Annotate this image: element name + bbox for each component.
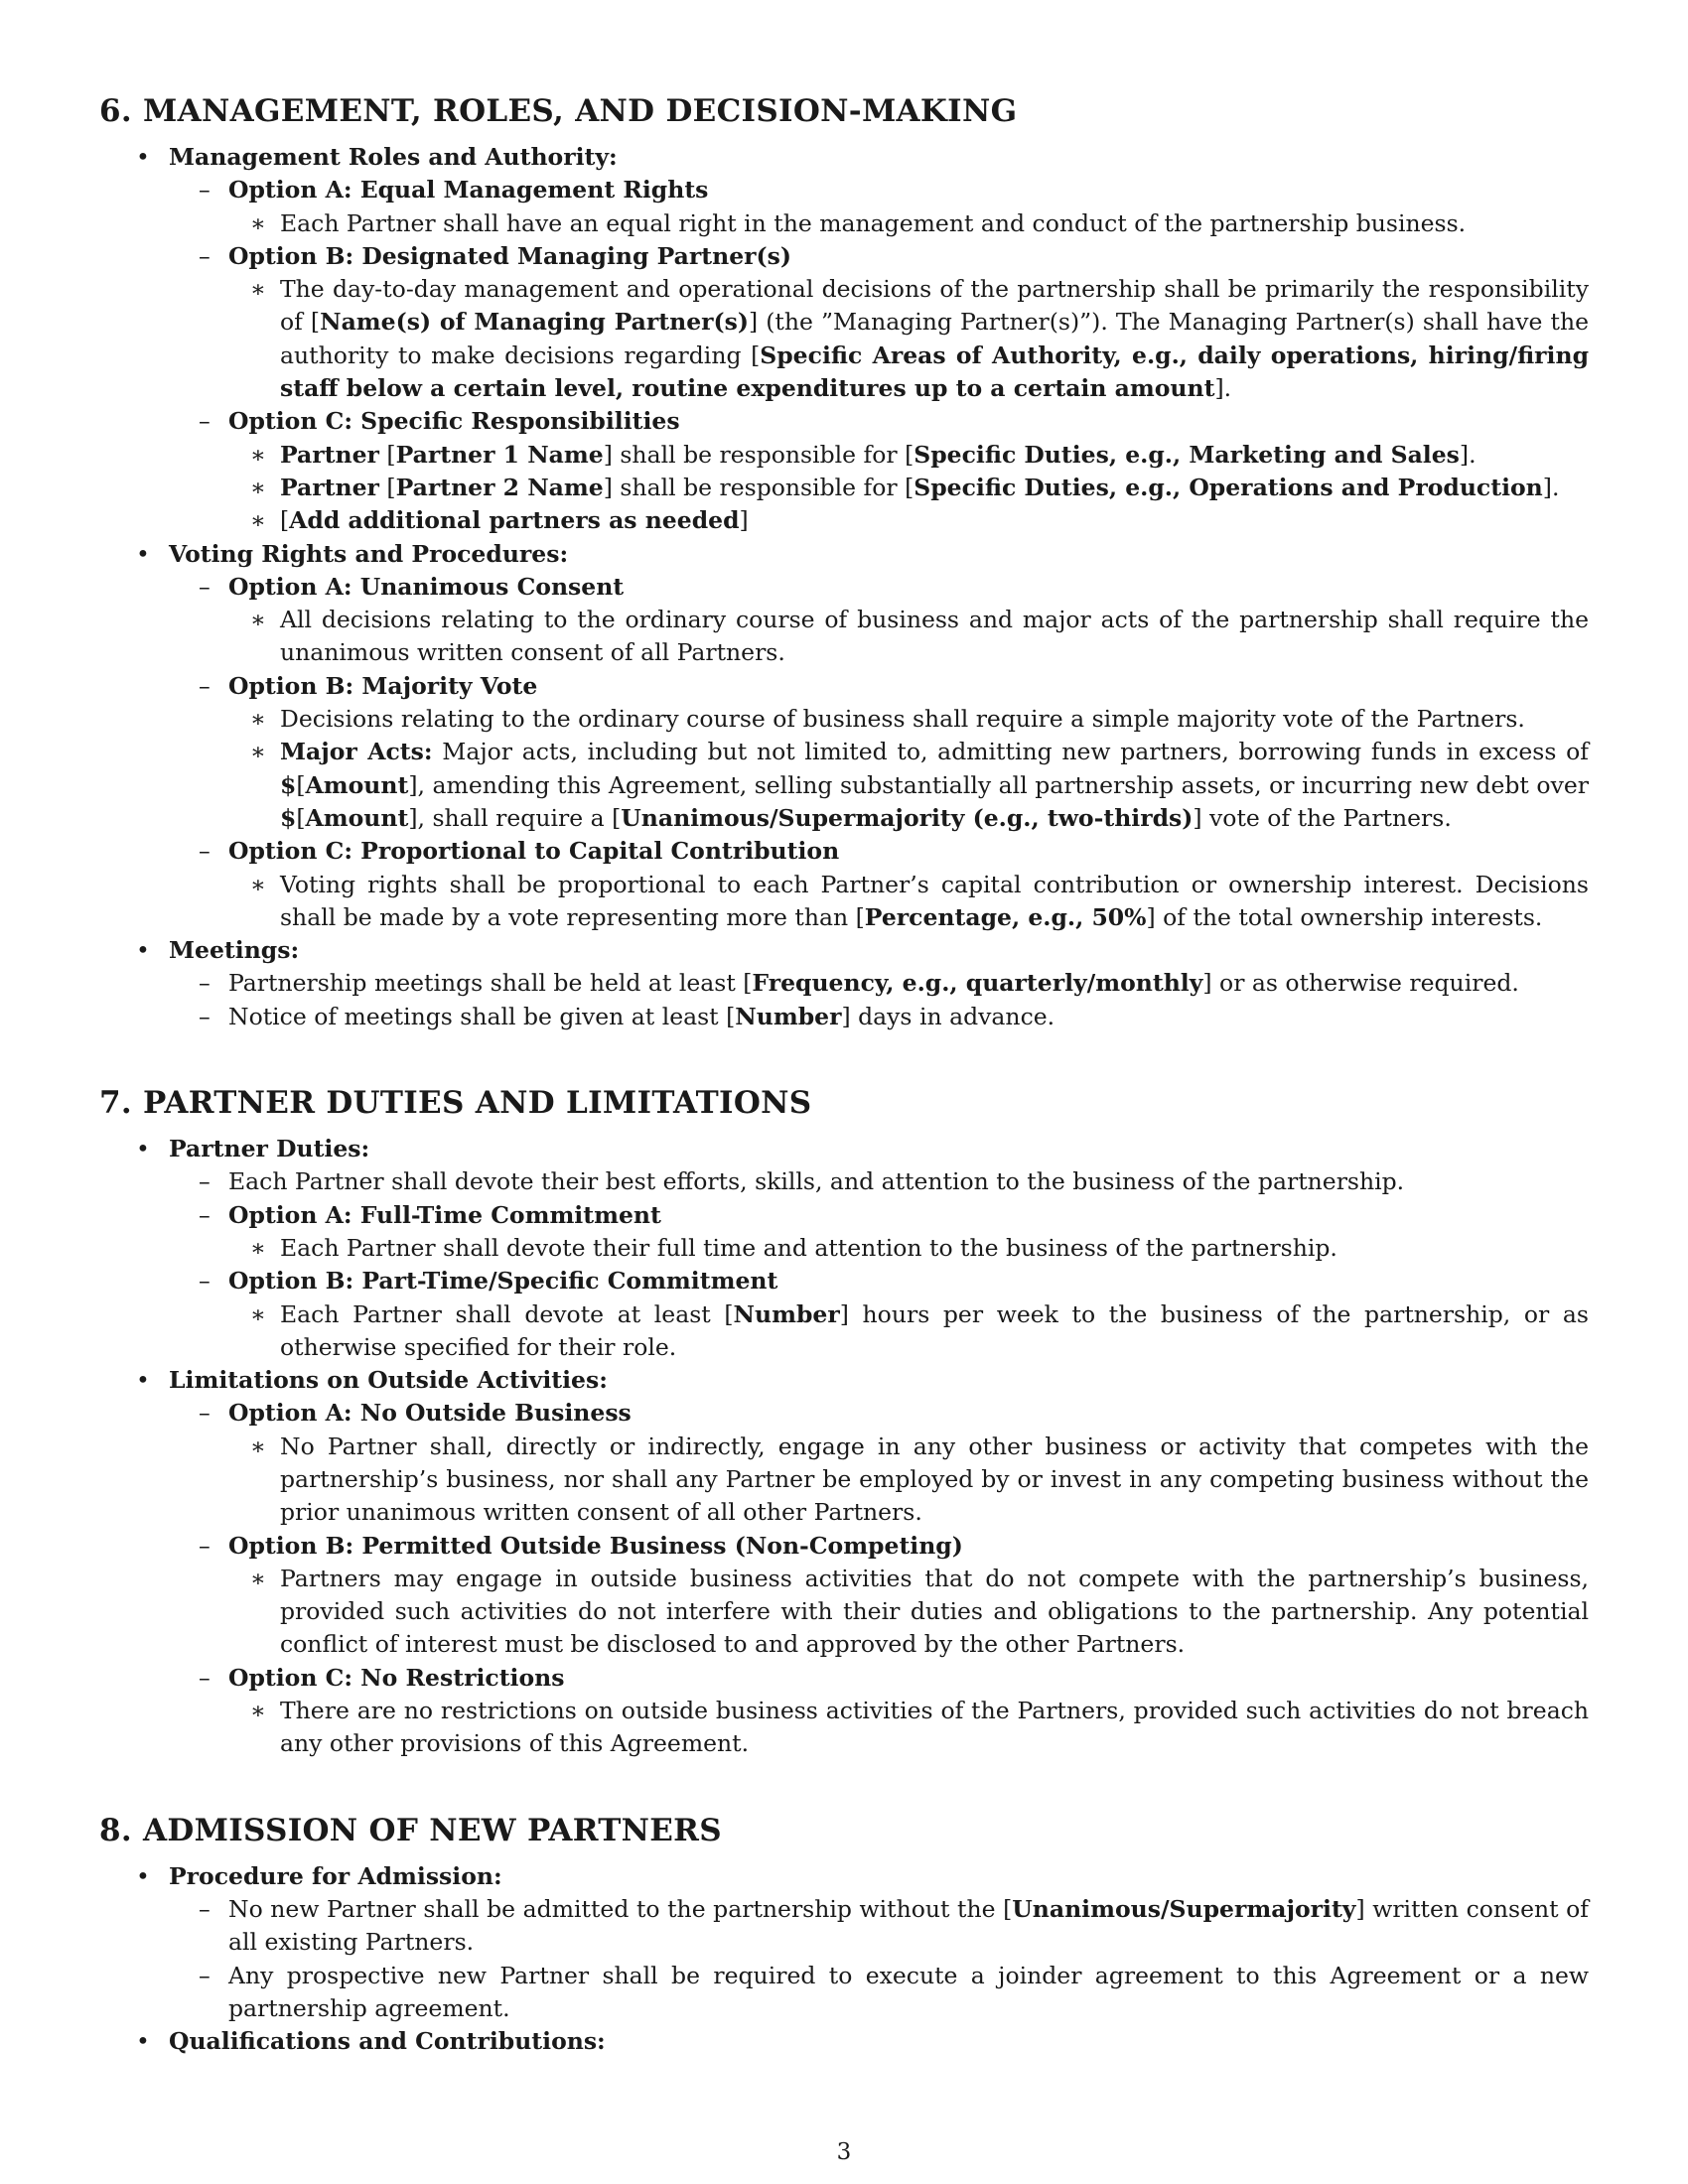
document-content bbox=[99, 91, 1589, 2108]
list-item: • Limitations on Outside Activities: – Option A: No Outside Business ∗ No Partner shall, directly or indirectly, engage in any other business or activity that competes with the partnership’s business, nor shall any Partner be employed by or invest in any competing business without the prior unanimous written consent of all other Partners. – Option B: Permitted Outside Business (Non-Competing) ∗ Partners may engage in outside business activities that do not compete with the partnership’s business, provided such activities do not interfere with their duties and obligations to the partnership. Any potential conflict of interest must be disclosed to and approved by the other Partners. – Option C: No Restrictions ∗ There are no restrictions on outside business activities of the Partners, provided such activities do not breach any other provisions of this Agreement. bbox=[99, 1364, 1589, 1761]
dash-icon: – bbox=[199, 671, 211, 700]
list-item: – Option C: Specific Responsibilities ∗ Partner [Partner 1 Name] shall be responsible for [Specific Duties, e.g., Marketing and Sales]. ∗ Partner [Partner 2 Name] shall be responsible for [Specific Duties, e.g., Operations and Production]. ∗ [Add additional partners as needed] bbox=[169, 405, 1589, 537]
list-item: ∗ Voting rights shall be proportional to each Partner’s capital contribution or ownership interest. Decisions shall be made by a vote representing more than [Percentage, e.g., 50%] of the total ownership interests. bbox=[250, 870, 1589, 931]
bullet-icon: • bbox=[136, 143, 150, 171]
list-item: – Option A: Full-Time Commitment ∗ Each Partner shall devote their full time and attention to the business of the partnership. bbox=[169, 1199, 1589, 1266]
asterisk-icon: ∗ bbox=[250, 738, 266, 766]
asterisk-icon: ∗ bbox=[250, 208, 266, 237]
bullet-icon: • bbox=[136, 1861, 150, 1890]
asterisk-icon: ∗ bbox=[250, 1432, 266, 1460]
bullet-icon: • bbox=[136, 2027, 150, 2056]
list-item: – Any prospective new Partner shall be required to execute a joinder agreement to this Agreement or a new partnership agreement. bbox=[199, 1961, 1589, 2022]
bullet-icon: • bbox=[136, 1366, 150, 1395]
list-item: ∗ [Add additional partners as needed] bbox=[228, 504, 1589, 537]
dash-icon: – bbox=[199, 407, 211, 436]
dash-icon: – bbox=[199, 1200, 211, 1229]
list-item: • Qualifications and Contributions: bbox=[99, 2025, 1589, 2058]
list-item: ∗ Partner [Partner 1 Name] shall be responsible for [Specific Duties, e.g., Marketing and Sales]. bbox=[228, 439, 1589, 472]
list-item: ∗ No Partner shall, directly or indirectly, engage in any other business or activity that competes with the partnership’s business, nor shall any Partner be employed by or invest in any competing business without the prior unanimous written consent of all other Partners. bbox=[250, 1432, 1589, 1527]
dash-icon: – bbox=[199, 176, 211, 205]
asterisk-icon: ∗ bbox=[250, 1299, 266, 1328]
bullet-icon: • bbox=[136, 539, 150, 568]
list-item: • Procedure for Admission: – No new Partner shall be admitted to the partnership without the [Unanimous/Supermajority] written consent of all existing Partners. – Any prospective new Partner shall be required to execute a joinder agreement to this Agreement or a new partnership agreement. bbox=[99, 1860, 1589, 2025]
section-7 bbox=[99, 1083, 1589, 1761]
asterisk-icon: ∗ bbox=[250, 606, 266, 634]
asterisk-icon: ∗ bbox=[250, 473, 266, 501]
dash-icon: – bbox=[199, 572, 211, 601]
list-item: ∗ Major Acts: Major acts, including but not limited to, admitting new partners, borrowing funds in excess of $[Amount], amending this Agreement, selling substantially all partnership assets, or incurring new debt over $[Amount], shall require a [Unanimous/Supermajority (e.g., two-thirds)] vote of the Partners. bbox=[250, 738, 1590, 832]
dash-icon: – bbox=[199, 1531, 211, 1560]
dash-icon: – bbox=[199, 969, 211, 998]
list-item: – No new Partner shall be admitted to the partnership without the [Unanimous/Supermajority] written consent of all existing Partners. bbox=[199, 1894, 1589, 1957]
dash-icon: – bbox=[199, 1267, 211, 1296]
list-item: ∗ There are no restrictions on outside business activities of the Partners, provided such activities do not breach any other provisions of this Agreement. bbox=[250, 1697, 1589, 1758]
asterisk-icon: ∗ bbox=[250, 506, 266, 535]
bullet-icon: • bbox=[136, 1135, 150, 1163]
list-item: – Option B: Majority Vote ∗ Decisions relating to the ordinary course of business shall require a simple majority vote of the Partners. ∗ Major Acts: Major acts, including but not limited to, admitting new partners, borrowing funds in excess of $[Amount], amending this Agreement, selling substantially all partnership assets, or incurring new debt over $[Amount], shall require a [Unanimous/Supermajority (e.g., two-thirds)] vote of the Partners. bbox=[169, 670, 1589, 835]
asterisk-icon: ∗ bbox=[250, 1233, 266, 1262]
asterisk-icon: ∗ bbox=[250, 440, 266, 469]
dash-icon: – bbox=[199, 241, 211, 270]
list-item: – Option A: No Outside Business ∗ No Partner shall, directly or indirectly, engage in any other business or activity that competes with the partnership’s business, nor shall any Partner be employed by or invest in any competing business without the prior unanimous written consent of all other Partners. bbox=[169, 1397, 1589, 1529]
list-item: • Partner Duties: – Each Partner shall devote their best efforts, skills, and attention to the business of the partnership. – Option A: Full-Time Commitment ∗ Each Partner shall devote their full time and attention to the business of the partnership. – Option B: Part-Time/Specific Commitment ∗ Each Partner shall devote at least [Number] hours per week to the business of the partnership, or as otherwise specified for their role. bbox=[99, 1133, 1589, 1364]
list-item: – Option A: Unanimous Consent ∗ All decisions relating to the ordinary course of business and major acts of the partnership shall require the unanimous written consent of all Partners. bbox=[169, 571, 1589, 670]
dash-icon: – bbox=[199, 837, 211, 866]
asterisk-icon: ∗ bbox=[250, 275, 266, 304]
asterisk-icon: ∗ bbox=[250, 705, 266, 734]
asterisk-icon: ∗ bbox=[250, 870, 266, 898]
asterisk-icon: ∗ bbox=[250, 1697, 266, 1725]
list-item: ∗ All decisions relating to the ordinary course of business and major acts of the partnership shall require the unanimous written consent of all Partners. bbox=[250, 606, 1589, 667]
list-item: ∗ The day-to-day management and operational decisions of the partnership shall be primarily the responsibility of [Name(s) of Managing Partner(s)] (the ”Managing Partner(s)”). The Managing Partner(s) shall have the authority to make decisions regarding [Specific Areas of Authority, e.g., daily operations, hiring/firing staff below a certain level, routine expenditures up to a certain amount]. bbox=[250, 275, 1590, 403]
list-item: – Option C: Proportional to Capital Contribution ∗ Voting rights shall be proportional to each Partner’s capital contribution or ownership interest. Decisions shall be made by a vote representing more than [Percentage, e.g., 50%] of the total ownership interests. bbox=[169, 835, 1589, 934]
list-item: ∗ Partner [Partner 2 Name] shall be responsible for [Specific Duties, e.g., Operations and Production]. bbox=[228, 472, 1589, 504]
list-item: ∗ Decisions relating to the ordinary course of business shall require a simple majority vote of the Partners. bbox=[228, 703, 1589, 736]
list-item: ∗ Each Partner shall devote their full time and attention to the business of the partnership. bbox=[228, 1232, 1589, 1265]
page-number: 3 bbox=[836, 2139, 852, 2165]
list-item: ∗ Each Partner shall devote at least [Number] hours per week to the business of the partnership, or as otherwise specified for their role. bbox=[250, 1299, 1589, 1361]
list-item: – Partnership meetings shall be held at least [Frequency, e.g., quarterly/monthly] or as otherwise required. bbox=[169, 967, 1589, 1000]
section-title: 8. ADMISSION OF NEW PARTNERS bbox=[99, 1812, 722, 1848]
list-item: – Option A: Equal Management Rights ∗ Each Partner shall have an equal right in the management and conduct of the partnership business. bbox=[169, 174, 1589, 240]
dash-icon: – bbox=[199, 1663, 211, 1692]
dash-icon: – bbox=[199, 1961, 211, 1989]
list-item: • Meetings: – Partnership meetings shall be held at least [Frequency, e.g., quarterly/monthly] or as otherwise required. – Notice of meetings shall be given at least [Number] days in advance. bbox=[99, 934, 1589, 1033]
list-item: • Management Roles and Authority: – Option A: Equal Management Rights ∗ Each Partner shall have an equal right in the management and conduct of the partnership business. – Option B: Designated Managing Partner(s) ∗ The day-to-day management and operational decisions of the partnership shall be primarily the responsibility of [Name(s) of Managing Partner(s)] (the ”Managing Partner(s)”). The Managing Partner(s) shall have the authority to make decisions regarding [Specific Areas of Authority, e.g., daily operations, hiring/firing staff below a certain level, routine expenditures up to a certain amount]. – Option C: Specific Responsibilities ∗ Partner [Partner 1 Name] shall be responsible for [Specific Duties, e.g., Marketing and Sales]. ∗ Partner [Partner 2 Name] shall be responsible for [Specific Duties, e.g., Operations and Production]. ∗ [Add additional partners as needed] bbox=[99, 141, 1589, 538]
list-item: • Voting Rights and Procedures: – Option A: Unanimous Consent ∗ All decisions relating to the ordinary course of business and major acts of the partnership shall require the unanimous written consent of all Partners. – Option B: Majority Vote ∗ Decisions relating to the ordinary course of business shall require a simple majority vote of the Partners. ∗ Major Acts: Major acts, including but not limited to, admitting new partners, borrowing funds in excess of $[Amount], amending this Agreement, selling substantially all partnership assets, or incurring new debt over $[Amount], shall require a [Unanimous/Supermajority (e.g., two-thirds)] vote of the Partners. – Option C: Proportional to Capital Contribution ∗ Voting rights shall be proportional to each Partner’s capital contribution or ownership interest. Decisions shall be made by a vote representing more than [Percentage, e.g., 50%] of the total ownership interests. bbox=[99, 538, 1589, 935]
dash-icon: – bbox=[199, 1894, 211, 1923]
section-6 bbox=[99, 91, 1589, 1033]
list-item: – Option B: Permitted Outside Business (Non-Competing) ∗ Partners may engage in outside business activities that do not compete with the partnership’s business, provided such activities do not interfere with their duties and obligations to the partnership. Any potential conflict of interest must be disclosed to and approved by the other Partners. bbox=[169, 1530, 1589, 1662]
list-item: – Option C: No Restrictions ∗ There are no restrictions on outside business activities of the Partners, provided such activities do not breach any other provisions of this Agreement. bbox=[169, 1662, 1589, 1761]
list-item: – Option B: Designated Managing Partner(s) ∗ The day-to-day management and operational decisions of the partnership shall be primarily the responsibility of [Name(s) of Managing Partner(s)] (the ”Managing Partner(s)”). The Managing Partner(s) shall have the authority to make decisions regarding [Specific Areas of Authority, e.g., daily operations, hiring/firing staff below a certain level, routine expenditures up to a certain amount]. bbox=[169, 240, 1589, 405]
dash-icon: – bbox=[199, 1399, 211, 1428]
section-8 bbox=[99, 1811, 1589, 2059]
list-item: ∗ Each Partner shall have an equal right in the management and conduct of the partnership business. bbox=[228, 207, 1589, 240]
bullet-icon: • bbox=[136, 936, 150, 965]
list-item: – Option B: Part-Time/Specific Commitment ∗ Each Partner shall devote at least [Number] hours per week to the business of the partnership, or as otherwise specified for their role. bbox=[169, 1265, 1589, 1364]
list-item: – Each Partner shall devote their best efforts, skills, and attention to the business of the partnership. bbox=[169, 1165, 1589, 1198]
dash-icon: – bbox=[199, 1002, 211, 1030]
list-item: – Notice of meetings shall be given at least [Number] days in advance. bbox=[169, 1001, 1589, 1033]
section-title: 6. MANAGEMENT, ROLES, AND DECISION-MAKING bbox=[99, 93, 1018, 129]
list-item: ∗ Partners may engage in outside business activities that do not compete with the partnership’s business, provided such activities do not interfere with their duties and obligations to the partnership. Any potential conflict of interest must be disclosed to and approved by the other Partners. bbox=[250, 1564, 1589, 1659]
asterisk-icon: ∗ bbox=[250, 1564, 266, 1592]
section-title: 7. PARTNER DUTIES AND LIMITATIONS bbox=[99, 1085, 812, 1122]
dash-icon: – bbox=[199, 1167, 211, 1196]
